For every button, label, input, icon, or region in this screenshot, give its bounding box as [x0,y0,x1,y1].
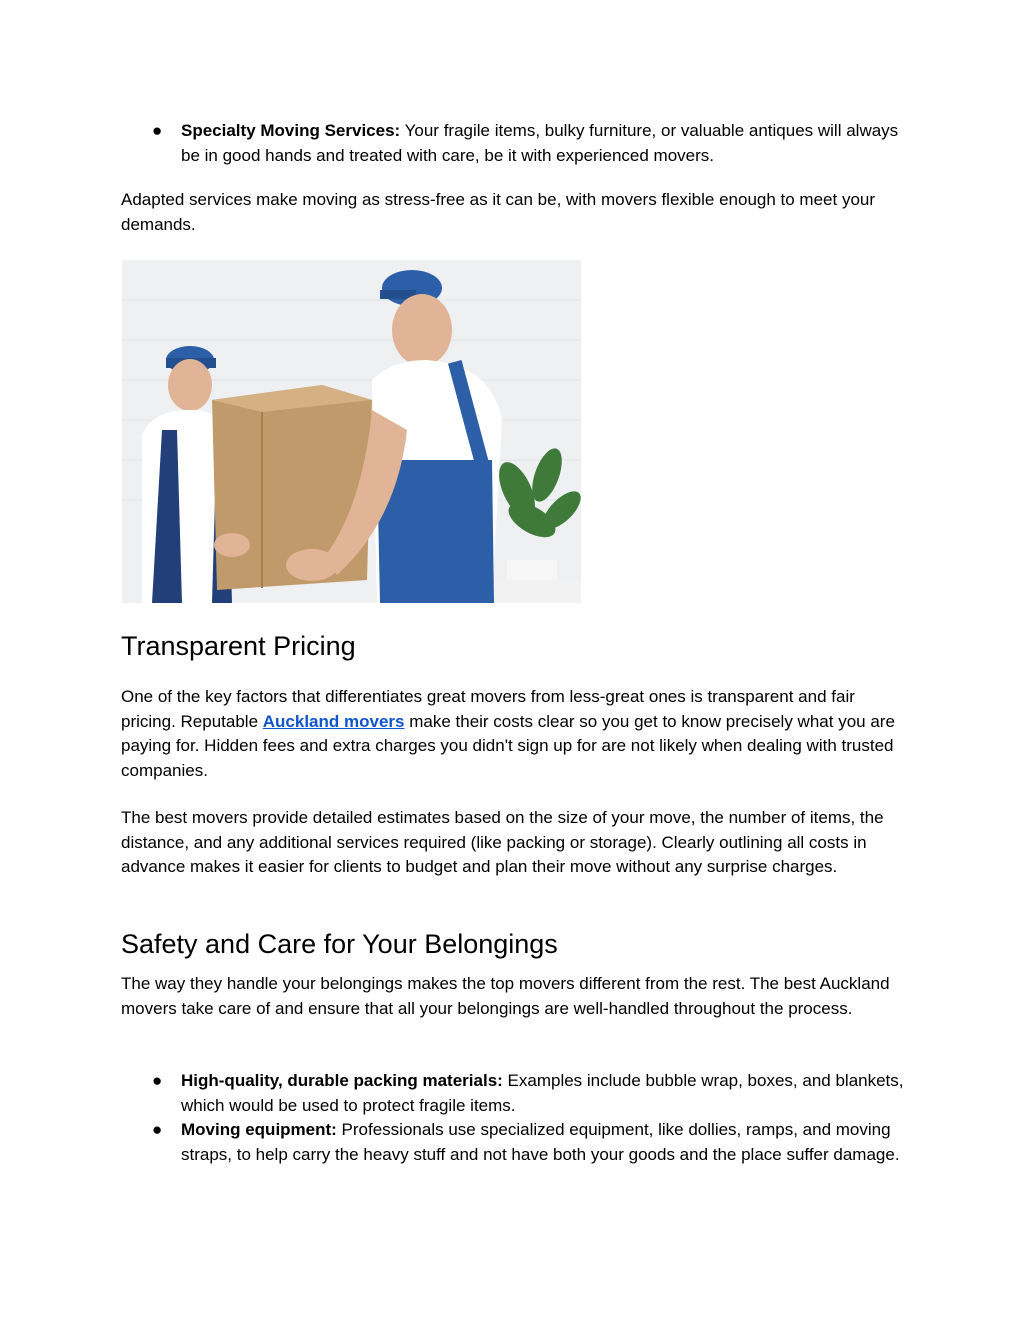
bullet-text: Your fragile items, bulky furniture, or valuable antiques will always be in good hands and treated with care, be it with experienced movers. [181,121,899,165]
bullet-icon: ● [152,121,163,140]
bullet-title: Moving equipment: [181,1120,337,1139]
top-bullet-list [121,119,911,168]
bullet-text: Professionals use specialized equipment, like dollies, ramps, and moving straps, to help carry the heavy stuff and not have both your goods and the place suffer damage. [181,1120,900,1164]
bullet-icon: ● [152,1120,163,1139]
movers-carrying-box-icon [122,260,581,603]
movers-photo [122,260,581,603]
bullet-title: High-quality, durable packing materials: [181,1071,503,1090]
section-heading-safety-and-care: Safety and Care for Your Belongings [121,929,558,959]
safety-bullet-list [121,1069,911,1167]
safety-paragraph: The way they handle your belongings makes the top movers different from the rest. The best Auckland movers take care of and ensure that all your belongings are well-handled throughout the process. [121,974,890,1018]
list-item [121,1069,911,1118]
bullet-icon: ● [152,1071,163,1090]
paragraph-text: One of the key factors that differentiates great movers from less-great ones is transparent and fair pricing. Reputable [121,687,855,731]
pricing-paragraph-1 [121,685,911,783]
paragraph-text: make their costs clear so you get to know precisely what you are paying for. Hidden fees and extra charges you didn't sign up for are not likely when dealing with trusted companies. [121,711,895,780]
auckland-movers-link[interactable]: Auckland movers [262,711,405,731]
list-item [121,119,911,168]
bullet-text: Examples include bubble wrap, boxes, and blankets, which would be used to protect fragile items. [181,1071,904,1115]
bullet-title: Specialty Moving Services: [181,121,401,140]
pricing-paragraph-2: The best movers provide detailed estimates based on the size of your move, the number of items, the distance, and any additional services required (like packing or storage). Clearly outlining all costs in advance makes it easier for clients to budget and plan their move without any surprise charges. [121,808,884,876]
section-heading-transparent-pricing: Transparent Pricing [121,631,356,661]
intro-paragraph: Adapted services make moving as stress-free as it can be, with movers flexible enough to meet your demands. [121,190,876,234]
list-item [121,1118,911,1167]
